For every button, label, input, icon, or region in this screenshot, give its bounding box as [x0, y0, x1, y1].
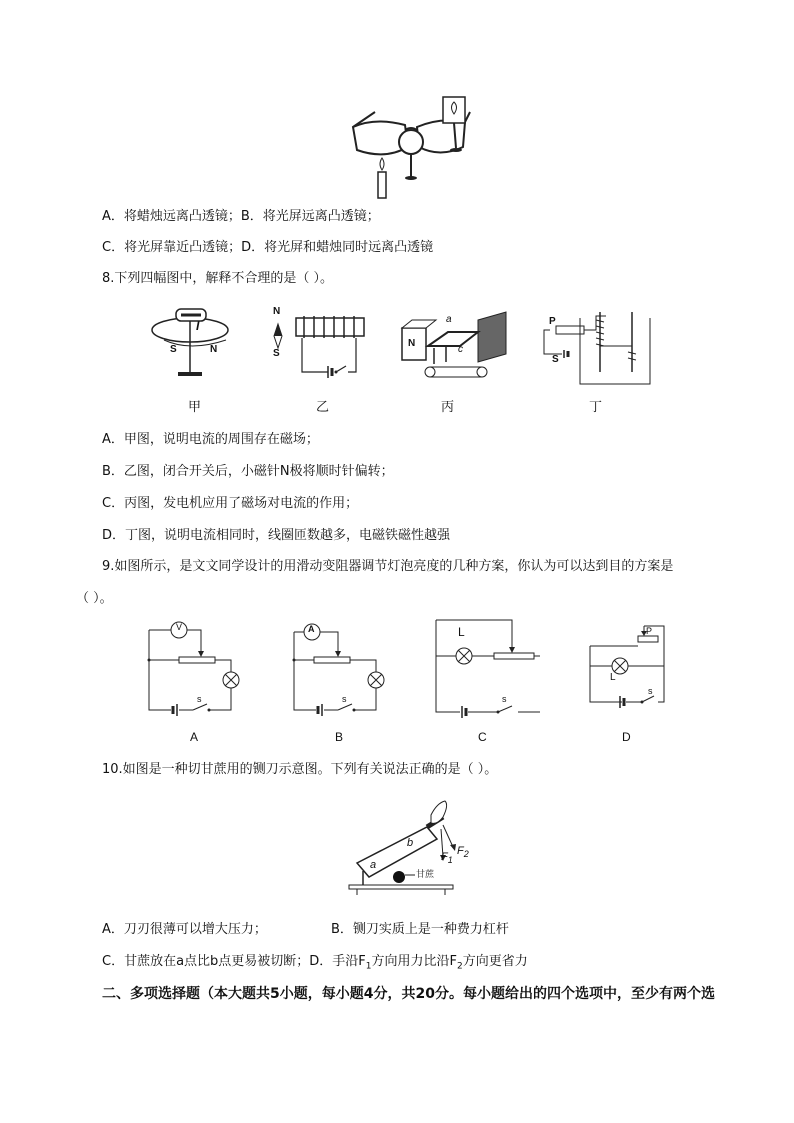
q8-option-b: B．乙图，闭合开关后，小磁针N极将顺时针偏转； [102, 464, 394, 479]
q10-force-f2: $F_2$ [457, 845, 469, 860]
q10-option-b: B．铡刀实质上是一种费力杠杆 [331, 922, 509, 937]
q9-c-switch-label: s [502, 694, 507, 704]
q8-bing-n-label: N [408, 338, 416, 349]
q9-d-lamp-label: L [610, 672, 616, 683]
q8-option-c: C．丙图，发电机应用了磁场对电流的作用； [102, 496, 359, 511]
q8-option-d: D．丁图，说明电流相同时，线圈匝数越多，电磁铁磁性越强 [102, 528, 451, 543]
voltmeter-label: V [176, 622, 183, 632]
q8-bing-a-label: a [446, 314, 452, 325]
q8-yi-n-label: N [273, 306, 281, 317]
section2-header: 二、多项选择题（本大题共5小题，每小题4分，共20分。每小题给出的四个选项中，至少有两个选 [102, 986, 715, 1002]
q8-fig-yi [270, 308, 370, 380]
q9-stem-line2: （ ）。 [76, 591, 113, 606]
q10-option-a: A．刀刃很薄可以增大压力； [102, 922, 267, 937]
q8-label-jia: 甲 [188, 399, 202, 414]
q9-c-lamp-label: L [458, 625, 465, 639]
q9-circuit-b [290, 620, 390, 718]
q8-ding-p-label: P [549, 316, 556, 327]
q8-fig-ding [540, 308, 656, 388]
q8-bing-c-label: c [458, 344, 463, 355]
q9-label-c: C [478, 730, 487, 744]
q8-yi-s-label: S [273, 348, 280, 359]
q8-option-a: A．甲图，说明电流的周围存在磁场； [102, 432, 319, 447]
q9-label-b: B [335, 730, 344, 744]
q10-point-a: a [370, 859, 377, 871]
q10-stem: 10.如图是一种切甘蔗用的铡刀示意图。下列有关说法正确的是（ ）。 [102, 762, 498, 777]
q8-ding-s-label: S [552, 354, 559, 365]
q7-option-ab: A．将蜡烛远离凸透镜；B．将光屏远离凸透镜； [102, 209, 380, 224]
q8-jia-current-label: I [196, 319, 200, 333]
q9-circuit-d [586, 622, 672, 708]
q9-stem-line1: 9.如图所示，是文文同学设计的用滑动变阻器调节灯泡亮度的几种方案，你认为可以达到目的方案是 [102, 559, 674, 574]
q7-option-cd: C．将光屏靠近凸透镜；D．将光屏和蜡烛同时远离凸透镜 [102, 240, 434, 255]
q9-b-switch-label: s [342, 694, 347, 704]
q9-circuit-a [145, 620, 245, 718]
q9-d-switch-label: s [648, 686, 653, 696]
q10-point-b: b [407, 837, 414, 849]
q8-fig-jia [148, 306, 240, 384]
q9-label-d: D [622, 730, 631, 744]
q9-d-slider-label: P [646, 626, 653, 636]
q8-stem: 8.下列四幅图中，解释不合理的是（ ）。 [102, 271, 334, 286]
q10-cutter-figure [345, 795, 475, 899]
q9-label-a: A [190, 730, 199, 744]
q8-label-bing: 丙 [441, 399, 455, 414]
q10-option-cd: C．甘蔗放在a点比b点更易被切断；D．手沿$F_1$方向用力比沿$F_2$方向更省力 [102, 954, 528, 972]
q10-cane-label: 甘蔗 [416, 869, 435, 879]
ammeter-label: A [308, 624, 315, 634]
glasses-lens-figure [345, 92, 475, 204]
q8-label-ding: 丁 [589, 399, 603, 414]
q9-circuit-c [432, 616, 544, 716]
q9-a-switch-label: s [197, 694, 202, 704]
q8-fig-bing [398, 306, 514, 384]
q8-jia-n-label: N [210, 344, 218, 355]
q8-label-yi: 乙 [316, 399, 330, 414]
q8-jia-s-label: S [170, 344, 177, 355]
q10-force-f1: $F_1$ [441, 851, 453, 866]
